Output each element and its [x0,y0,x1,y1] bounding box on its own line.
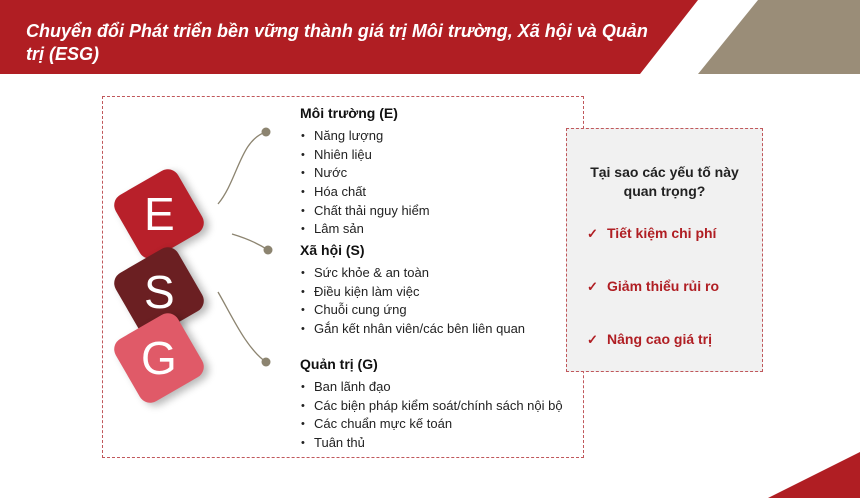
section-list [300,127,430,239]
list-item-text: Ban lãnh đạo [314,379,391,394]
list-item: • Năng lượng [301,128,384,143]
section-title: Quản trị (G) [300,356,378,372]
why-title [567,163,762,201]
list-item-text: Chất thải nguy hiểm [314,202,430,218]
section-title: Xã hội (S) [300,242,365,258]
benefit-text: Tiết kiệm chi phí [607,225,717,241]
tile-e-letter: E [143,188,175,240]
tile-g-letter: G [141,332,177,384]
list-item: • Các chuẩn mực kế toán [301,416,453,432]
why-title-line1: Tại sao các yếu tố này [590,164,739,180]
benefit-item [587,225,716,242]
benefit-item [587,331,712,348]
list-item-text: Nước [314,165,348,181]
section-list [300,378,563,453]
page-title: Chuyển đổi Phát triển bền vững thành giá trị Môi trường, Xã hội và Quản trị (ESG) [26,21,648,64]
list-item: • Gắn kết nhân viên/các bên liên quan [301,321,526,337]
list-item: • Tuân thủ [301,435,365,451]
section-title: Môi trường (E) [300,105,398,121]
connector-dot-s [264,246,273,255]
list-item-text: Các chuẩn mực kế toán [314,416,453,432]
check-icon: ✓ [587,279,598,294]
list-item: • Hóa chất [301,184,367,200]
list-item-text: Các biện pháp kiểm soát/chính sách nội bộ [314,397,563,413]
section-social [300,240,525,339]
list-item: • Chuỗi cung ứng [301,302,407,318]
connector-dot-e [262,128,271,137]
list-item: • Điều kiện làm việc [301,283,420,299]
check-icon: ✓ [587,332,598,347]
connector-e [218,132,266,204]
section-environment [300,103,430,239]
list-item: • Các biện pháp kiểm soát/chính sách nội bộ [301,397,563,413]
section-governance [300,354,563,453]
list-item-text: Chuỗi cung ứng [314,302,407,318]
list-item-text: Sức khỏe & an toàn [314,265,429,280]
section-list [300,264,525,339]
list-item-text: Nhiên liệu [314,146,372,162]
connector-dot-g [262,358,271,367]
benefit-text: Giảm thiểu rủi ro [607,278,720,294]
check-icon: ✓ [587,226,598,241]
list-item-text: Gắn kết nhân viên/các bên liên quan [314,321,526,337]
connector-s [232,234,268,250]
benefit-text: Nâng cao giá trị [607,331,713,347]
list-item: • Chất thải nguy hiểm [301,202,430,218]
list-item: • Lâm sản [301,221,364,237]
list-item-text: Tuân thủ [314,435,365,451]
list-item-text: Hóa chất [314,184,367,200]
tile-s-letter: S [143,266,175,318]
why-important-box [566,128,763,372]
list-item: • Nước [301,165,348,181]
list-item: • Nhiên liệu [301,146,372,162]
list-item-text: Lâm sản [314,221,364,237]
list-item: • Sức khỏe & an toàn [301,265,429,280]
benefit-item [587,278,719,295]
list-item: • Ban lãnh đạo [301,379,391,394]
why-title-line2: quan trọng? [623,183,706,199]
connector-g [218,292,266,362]
list-item-text: Năng lượng [314,128,384,143]
list-item-text: Điều kiện làm việc [314,283,420,299]
